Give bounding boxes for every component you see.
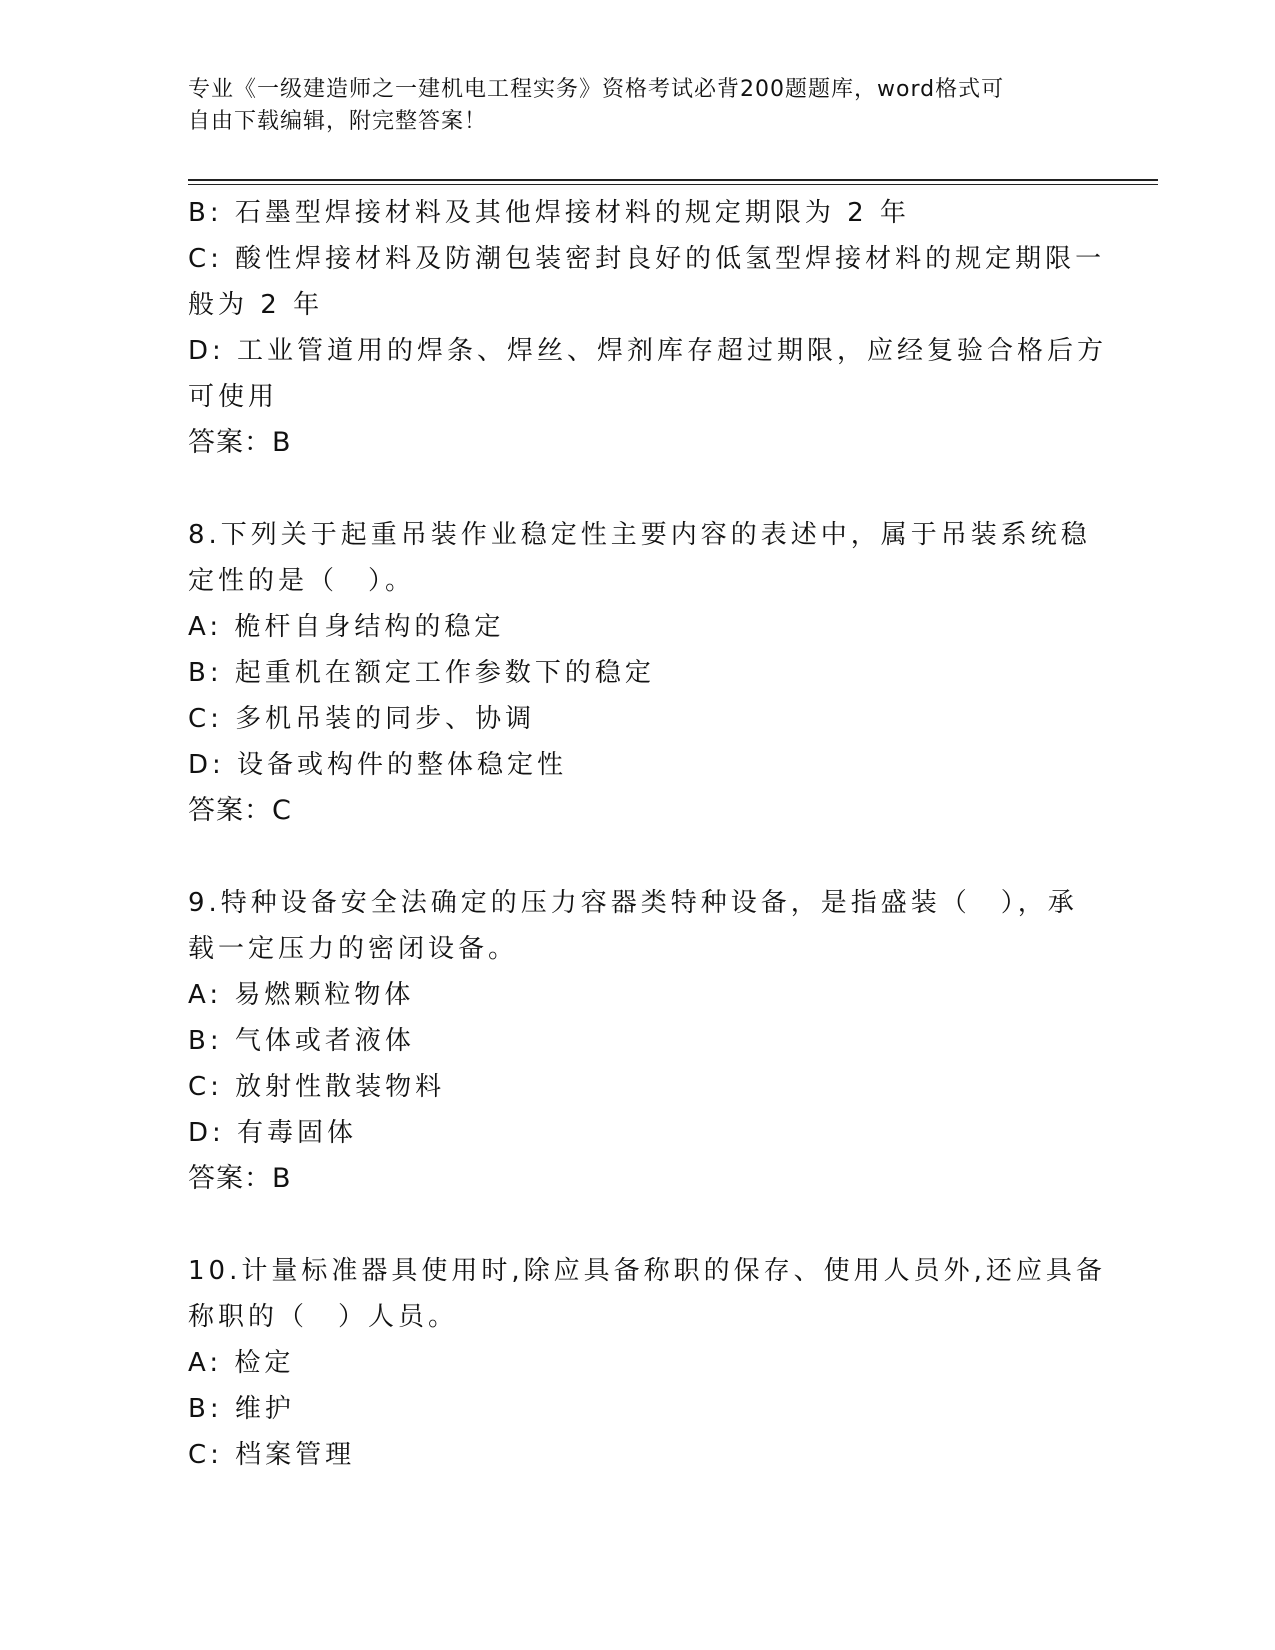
q8-answer: 答案：C: [188, 795, 292, 826]
q9-stem-line2: 载一定压力的密闭设备。: [188, 934, 519, 964]
spacer: [188, 834, 1088, 880]
q8-stem-line2: 定性的是（ ）。: [188, 566, 416, 596]
question-8-block: [188, 512, 1091, 834]
q9-answer: 答案：B: [188, 1163, 292, 1194]
question-list: [188, 190, 1108, 1478]
header-line-2: 自由下载编辑，附完整答案！: [188, 109, 488, 134]
q7-option-b: B: 石墨型焊接材料及其他焊接材料的规定期限为 2 年: [188, 198, 910, 228]
spacer: [188, 466, 1088, 512]
q10-option-c: C: 档案管理: [188, 1440, 356, 1470]
header-line-1: 专业《一级建造师之一建机电工程实务》资格考试必背200题题库，word格式可: [188, 77, 1005, 102]
q7-option-d-line2: 可使用: [188, 382, 279, 412]
q8-stem-line1: 8.下列关于起重吊装作业稳定性主要内容的表述中，属于吊装系统稳: [188, 520, 1091, 550]
q9-option-c: C: 放射性散装物料: [188, 1072, 446, 1102]
q8-option-c: C: 多机吊装的同步、协调: [188, 704, 536, 734]
question-7-block: [188, 190, 1108, 466]
q8-option-a: A: 桅杆自身结构的稳定: [188, 612, 505, 642]
q7-answer: 答案：B: [188, 427, 292, 458]
q8-option-b: B: 起重机在额定工作参数下的稳定: [188, 658, 655, 688]
q10-stem-line1: 10.计量标准器具使用时,除应具备称职的保存、使用人员外,还应具备: [188, 1256, 1106, 1286]
q9-stem-line1: 9.特种设备安全法确定的压力容器类特种设备，是指盛装（ ），承: [188, 888, 1078, 918]
q9-option-a: A: 易燃颗粒物体: [188, 980, 415, 1010]
spacer: [188, 1202, 1088, 1248]
q10-option-a: A: 检定: [188, 1348, 295, 1378]
document-header: [188, 74, 1088, 138]
q10-option-b: B: 维护: [188, 1394, 295, 1424]
q8-option-d: D: 设备或构件的整体稳定性: [188, 750, 568, 780]
question-9-block: [188, 880, 1088, 1202]
header-rule-thin: [188, 184, 1158, 185]
q9-option-d: D: 有毒固体: [188, 1118, 358, 1148]
q7-option-d-line1: D: 工业管道用的焊条、焊丝、焊剂库存超过期限，应经复验合格后方: [188, 336, 1108, 366]
header-rule-thick: [188, 179, 1158, 181]
question-10-block: [188, 1248, 1106, 1478]
q7-option-c-line2: 般为 2 年: [188, 290, 324, 320]
q9-option-b: B: 气体或者液体: [188, 1026, 415, 1056]
q7-option-c-line1: C: 酸性焊接材料及防潮包装密封良好的低氢型焊接材料的规定期限一: [188, 244, 1106, 274]
q10-stem-line2: 称职的（ ）人员。: [188, 1302, 459, 1332]
